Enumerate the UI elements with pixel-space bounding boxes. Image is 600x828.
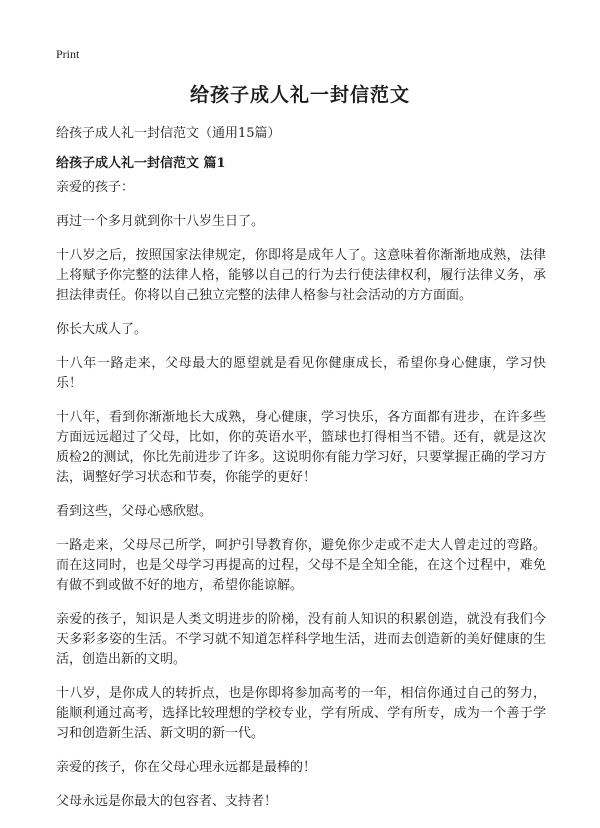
paragraph: 你长大成人了。	[56, 322, 148, 337]
paragraph: 一路走来，父母尽己所学，呵护引导教育你，避免你少走或不走大人曾走过的弯路。而在这同时，也是父母学习再提高的过程，父母不是全知全能，在这个过程中，难免有做不到或做不好的地方，希望你能谅解。	[56, 538, 546, 593]
paragraph: 父母永远是你最大的包容者、支持者！	[56, 794, 278, 809]
paragraph: 十八岁，是你成人的转折点，也是你即将参加高考的一年，相信你通过自己的努力，能顺利通过高考，选择比较理想的学校专业，学有所成、学有所专，成为一个善于学习和创造新生活、新文明的新一代。	[56, 686, 546, 741]
paragraph: 看到这些，父母心感欣慰。	[56, 504, 213, 519]
letter-body	[56, 178, 546, 826]
print-link[interactable]: Print	[56, 47, 80, 61]
paragraph: 十八年一路走来，父母最大的愿望就是看见你健康成长，希望你身心健康，学习快乐！	[56, 356, 546, 391]
paragraph: 亲爱的孩子，知识是人类文明进步的阶梯，没有前人知识的积累创造，就没有我们今天多彩多姿的生活。不学习就不知道怎样科学地生活，进而去创造新的美好健康的生活，创造出新的文明。	[56, 612, 546, 667]
document-title: 给孩子成人礼一封信范文	[189, 84, 410, 106]
paragraph: 十八年，看到你渐渐地长大成熟，身心健康，学习快乐，各方面都有进步，在许多些方面远远超过了父母，比如，你的英语水平，篮球也打得相当不错。还有，就是这次质检2的测试，你比先前进步了许多。这说明你有能力学习好，只要掌握正确的学习方法，调整好学习状态和节奏，你能学的更好！	[56, 410, 546, 485]
paragraph: 亲爱的孩子：	[56, 180, 135, 195]
document-subtitle: 给孩子成人礼一封信范文（通用15篇）	[56, 126, 281, 141]
paragraph: 再过一个多月就到你十八岁生日了。	[56, 214, 265, 229]
paragraph: 十八岁之后，按照国家法律规定，你即将是成年人了。这意味着你渐渐地成熟，法律上将赋予你完整的法律人格，能够以自己的行为去行使法律权利，履行法律义务，承担法律责任。你将以自己独立完整的法律人格参与社会活动的方方面面。	[56, 248, 546, 303]
section-heading: 给孩子成人礼一封信范文 篇1	[56, 156, 226, 171]
paragraph: 亲爱的孩子，你在父母心理永远都是最棒的！	[56, 760, 317, 775]
